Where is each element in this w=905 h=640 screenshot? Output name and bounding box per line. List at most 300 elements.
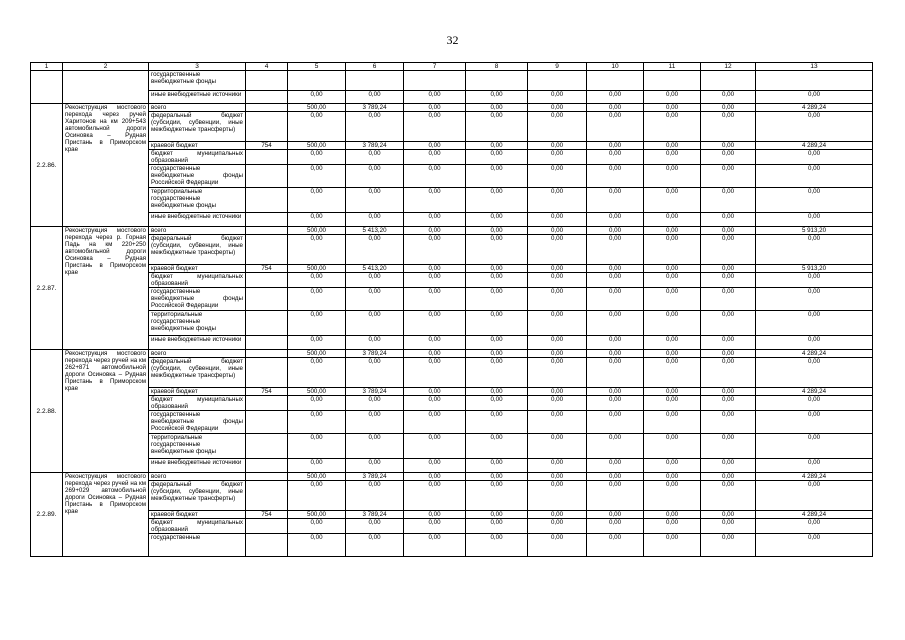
amount-cell: 0,00 [701,112,756,142]
amount-cell: 0,00 [587,473,644,481]
item-name: Реконструкция мостового перехода через р. Горная Падь на км 220+250 автомобильной дороги Осиновка – Рудная Пристань в Приморском крае [63,227,149,350]
budget-code [246,104,288,112]
amount-cell: 0,00 [528,434,587,459]
amount-cell: 0,00 [587,311,644,336]
table-row [31,473,873,481]
amount-cell [346,71,404,91]
amount-cell: 0,00 [288,336,346,350]
table-row [31,188,873,213]
amount-cell: 0,00 [701,358,756,388]
amount-cell: 0,00 [346,481,404,511]
amount-cell: 0,00 [701,511,756,519]
amount-cell: 0,00 [346,519,404,534]
amount-cell: 0,00 [404,481,466,511]
amount-cell: 0,00 [288,311,346,336]
amount-cell: 0,00 [701,459,756,473]
table-row [31,388,873,396]
amount-cell: 0,00 [528,112,587,142]
table-row [31,311,873,336]
table-row [31,459,873,473]
amount-cell: 0,00 [701,473,756,481]
amount-cell: 0,00 [466,434,528,459]
amount-cell: 0,00 [644,188,701,213]
amount-cell: 0,00 [346,235,404,265]
amount-cell: 0,00 [756,311,873,336]
column-header: 11 [644,63,701,71]
budget-code [246,288,288,311]
budget-code: 754 [246,511,288,519]
table-row [31,235,873,265]
amount-cell: 0,00 [644,142,701,150]
amount-cell: 3 789,24 [346,104,404,112]
amount-cell [756,71,873,91]
funding-source: федеральный бюджет (субсидии, субвенции, иные межбюджетные трансферты) [149,481,246,511]
amount-cell: 0,00 [466,396,528,411]
budget-code [246,227,288,235]
amount-cell: 0,00 [587,434,644,459]
amount-cell: 3 789,24 [346,350,404,358]
budget-code [246,396,288,411]
column-header: 8 [466,63,528,71]
amount-cell: 0,00 [587,142,644,150]
amount-cell: 0,00 [466,288,528,311]
amount-cell: 0,00 [404,511,466,519]
amount-cell: 0,00 [528,511,587,519]
amount-cell: 0,00 [288,358,346,388]
amount-cell: 0,00 [587,336,644,350]
amount-cell: 0,00 [587,265,644,273]
amount-cell: 0,00 [701,91,756,104]
amount-cell: 0,00 [701,188,756,213]
amount-cell: 0,00 [528,358,587,388]
amount-cell: 0,00 [288,481,346,511]
amount-cell: 0,00 [701,165,756,188]
table-row [31,227,873,235]
amount-cell: 0,00 [587,213,644,227]
amount-cell: 4 289,24 [756,104,873,112]
amount-cell: 0,00 [466,459,528,473]
amount-cell [528,71,587,91]
amount-cell: 0,00 [288,273,346,288]
amount-cell: 0,00 [404,519,466,534]
column-header: 6 [346,63,404,71]
budget-code [246,213,288,227]
amount-cell: 0,00 [346,434,404,459]
amount-cell: 0,00 [587,411,644,434]
budget-code [246,112,288,142]
amount-cell: 0,00 [644,519,701,534]
table-row [31,213,873,227]
funding-source: краевой бюджет [149,265,246,273]
budget-code [246,411,288,434]
amount-cell: 0,00 [644,104,701,112]
amount-cell: 0,00 [404,288,466,311]
amount-cell: 0,00 [466,511,528,519]
amount-cell: 0,00 [466,388,528,396]
amount-cell: 0,00 [466,235,528,265]
amount-cell: 0,00 [528,519,587,534]
amount-cell: 0,00 [587,534,644,557]
amount-cell: 0,00 [466,112,528,142]
amount-cell: 0,00 [701,336,756,350]
amount-cell: 0,00 [701,213,756,227]
table-row [31,71,873,91]
amount-cell: 500,00 [288,511,346,519]
amount-cell: 0,00 [587,481,644,511]
amount-cell: 0,00 [346,411,404,434]
amount-cell: 0,00 [528,388,587,396]
amount-cell: 0,00 [756,481,873,511]
amount-cell [288,71,346,91]
table-row [31,434,873,459]
funding-source: всего [149,350,246,358]
column-header: 1 [31,63,63,71]
funding-source: государственные внебюджетные фонды Российской Федерации [149,165,246,188]
item-id: 2.2.88. [31,350,63,473]
funding-source: государственные внебюджетные фонды [149,71,246,91]
amount-cell: 0,00 [756,434,873,459]
amount-cell: 0,00 [288,519,346,534]
amount-cell: 0,00 [756,165,873,188]
funding-source: государственные внебюджетные фонды Российской Федерации [149,288,246,311]
amount-cell [587,71,644,91]
amount-cell: 500,00 [288,350,346,358]
amount-cell: 4 289,24 [756,511,873,519]
budget-code [246,71,288,91]
amount-cell: 0,00 [701,350,756,358]
amount-cell: 0,00 [466,481,528,511]
amount-cell: 0,00 [466,213,528,227]
amount-cell: 0,00 [346,459,404,473]
amount-cell: 5 413,20 [346,265,404,273]
amount-cell: 0,00 [288,288,346,311]
funding-source: территориальные государственные внебюджетные фонды [149,434,246,459]
funding-source: иные внебюджетные источники [149,213,246,227]
amount-cell: 0,00 [644,213,701,227]
amount-cell: 0,00 [587,150,644,165]
amount-cell: 0,00 [466,165,528,188]
amount-cell: 0,00 [404,473,466,481]
budget-code [246,188,288,213]
amount-cell: 0,00 [288,459,346,473]
amount-cell: 0,00 [404,358,466,388]
amount-cell: 0,00 [756,534,873,557]
table-row [31,265,873,273]
amount-cell: 0,00 [528,350,587,358]
amount-cell: 0,00 [404,434,466,459]
amount-cell: 0,00 [644,396,701,411]
amount-cell: 0,00 [404,459,466,473]
budget-table [30,62,873,557]
funding-source: федеральный бюджет (субсидии, субвенции, иные межбюджетные трансферты) [149,358,246,388]
amount-cell: 0,00 [587,511,644,519]
amount-cell: 0,00 [528,235,587,265]
amount-cell: 0,00 [756,273,873,288]
amount-cell: 5 913,20 [756,227,873,235]
amount-cell: 0,00 [528,91,587,104]
column-header: 13 [756,63,873,71]
amount-cell: 0,00 [404,534,466,557]
amount-cell: 0,00 [701,104,756,112]
amount-cell: 0,00 [466,411,528,434]
item-id: 2.2.89. [31,473,63,557]
amount-cell: 0,00 [404,104,466,112]
amount-cell: 0,00 [644,165,701,188]
funding-source: федеральный бюджет (субсидии, субвенции, иные межбюджетные трансферты) [149,235,246,265]
column-header: 12 [701,63,756,71]
amount-cell: 0,00 [756,150,873,165]
table-row [31,481,873,511]
amount-cell: 0,00 [404,112,466,142]
amount-cell: 0,00 [404,235,466,265]
amount-cell: 0,00 [346,112,404,142]
funding-source: государственные [149,534,246,557]
amount-cell: 0,00 [346,358,404,388]
amount-cell: 3 789,24 [346,142,404,150]
amount-cell: 0,00 [644,227,701,235]
amount-cell: 0,00 [756,396,873,411]
amount-cell: 0,00 [528,311,587,336]
amount-cell: 0,00 [756,213,873,227]
item-id: 2.2.87. [31,227,63,350]
amount-cell: 0,00 [701,388,756,396]
funding-source: краевой бюджет [149,511,246,519]
amount-cell: 4 289,24 [756,473,873,481]
budget-code: 754 [246,388,288,396]
amount-cell: 0,00 [701,411,756,434]
item-name-cell [63,71,149,104]
amount-cell: 4 289,24 [756,388,873,396]
amount-cell: 0,00 [528,459,587,473]
budget-code [246,481,288,511]
amount-cell: 0,00 [644,434,701,459]
amount-cell: 0,00 [587,358,644,388]
funding-source: всего [149,473,246,481]
column-header: 7 [404,63,466,71]
amount-cell: 0,00 [288,235,346,265]
amount-cell: 0,00 [587,165,644,188]
table-row [31,112,873,142]
amount-cell: 0,00 [587,396,644,411]
amount-cell: 0,00 [587,112,644,142]
funding-source: бюджет муниципальных образований [149,396,246,411]
amount-cell: 500,00 [288,265,346,273]
amount-cell: 0,00 [756,358,873,388]
table-row [31,91,873,104]
table-row [31,150,873,165]
amount-cell: 0,00 [701,396,756,411]
amount-cell: 0,00 [466,336,528,350]
amount-cell: 3 789,24 [346,473,404,481]
table-row [31,350,873,358]
amount-cell: 0,00 [404,396,466,411]
amount-cell: 0,00 [756,288,873,311]
amount-cell: 0,00 [644,534,701,557]
amount-cell: 0,00 [528,534,587,557]
amount-cell: 0,00 [587,104,644,112]
amount-cell: 0,00 [288,150,346,165]
amount-cell: 0,00 [587,350,644,358]
amount-cell: 0,00 [466,534,528,557]
funding-source: краевой бюджет [149,142,246,150]
funding-source: федеральный бюджет (субсидии, субвенции, иные межбюджетные трансферты) [149,112,246,142]
amount-cell: 0,00 [346,150,404,165]
amount-cell: 0,00 [404,265,466,273]
amount-cell: 0,00 [701,235,756,265]
amount-cell: 0,00 [701,227,756,235]
amount-cell: 0,00 [644,411,701,434]
amount-cell: 0,00 [644,350,701,358]
amount-cell: 0,00 [466,188,528,213]
funding-source: всего [149,104,246,112]
amount-cell: 0,00 [528,481,587,511]
amount-cell: 0,00 [466,358,528,388]
amount-cell: 500,00 [288,388,346,396]
amount-cell: 0,00 [701,273,756,288]
amount-cell: 500,00 [288,473,346,481]
column-header: 10 [587,63,644,71]
amount-cell: 0,00 [528,142,587,150]
budget-code [246,273,288,288]
amount-cell: 0,00 [701,265,756,273]
amount-cell: 0,00 [587,91,644,104]
budget-code [246,459,288,473]
amount-cell: 0,00 [288,213,346,227]
amount-cell: 0,00 [528,265,587,273]
amount-cell: 0,00 [404,411,466,434]
amount-cell: 0,00 [701,519,756,534]
table-row [31,411,873,434]
amount-cell: 0,00 [644,265,701,273]
amount-cell: 0,00 [466,104,528,112]
amount-cell: 0,00 [528,473,587,481]
page-number: 32 [446,33,459,47]
amount-cell: 0,00 [644,235,701,265]
budget-code: 754 [246,265,288,273]
amount-cell: 500,00 [288,227,346,235]
amount-cell: 0,00 [701,311,756,336]
amount-cell: 0,00 [466,519,528,534]
amount-cell: 0,00 [404,336,466,350]
table-row [31,396,873,411]
amount-cell: 0,00 [404,311,466,336]
table-row [31,511,873,519]
amount-cell [466,71,528,91]
amount-cell: 0,00 [701,288,756,311]
item-id: 2.2.86. [31,104,63,227]
amount-cell [644,71,701,91]
table-body [31,71,873,557]
amount-cell: 0,00 [528,213,587,227]
budget-code [246,311,288,336]
amount-cell: 0,00 [756,459,873,473]
amount-cell: 0,00 [466,142,528,150]
table-row [31,142,873,150]
table-row [31,273,873,288]
budget-code [246,150,288,165]
amount-cell: 0,00 [528,150,587,165]
column-header: 9 [528,63,587,71]
amount-cell: 0,00 [466,265,528,273]
amount-cell: 0,00 [644,336,701,350]
amount-cell: 0,00 [288,91,346,104]
funding-source: территориальные государственные внебюджетные фонды [149,188,246,213]
amount-cell: 0,00 [756,519,873,534]
table-row [31,165,873,188]
amount-cell: 0,00 [288,396,346,411]
amount-cell: 0,00 [587,273,644,288]
amount-cell: 0,00 [466,227,528,235]
amount-cell: 0,00 [404,91,466,104]
budget-code [246,91,288,104]
amount-cell: 0,00 [701,142,756,150]
amount-cell: 0,00 [644,273,701,288]
amount-cell: 0,00 [528,396,587,411]
amount-cell: 0,00 [644,473,701,481]
amount-cell: 0,00 [644,459,701,473]
budget-code [246,235,288,265]
amount-cell: 0,00 [404,188,466,213]
budget-code [246,336,288,350]
amount-cell: 3 789,24 [346,388,404,396]
amount-cell: 0,00 [346,273,404,288]
budget-code [246,358,288,388]
amount-cell: 0,00 [701,481,756,511]
amount-cell: 0,00 [528,188,587,213]
budget-code [246,165,288,188]
amount-cell: 0,00 [756,188,873,213]
amount-cell: 0,00 [346,534,404,557]
amount-cell: 0,00 [756,336,873,350]
amount-cell: 0,00 [346,213,404,227]
budget-code [246,519,288,534]
table-row [31,288,873,311]
amount-cell: 0,00 [528,104,587,112]
table-row [31,358,873,388]
amount-cell: 4 289,24 [756,142,873,150]
amount-cell: 0,00 [466,91,528,104]
column-number-row [31,63,873,71]
column-header: 5 [288,63,346,71]
amount-cell: 0,00 [528,336,587,350]
funding-source: краевой бюджет [149,388,246,396]
amount-cell: 0,00 [288,411,346,434]
amount-cell: 0,00 [587,519,644,534]
budget-code [246,534,288,557]
amount-cell: 0,00 [644,150,701,165]
amount-cell: 0,00 [466,150,528,165]
table-row [31,534,873,557]
amount-cell: 0,00 [404,273,466,288]
amount-cell [701,71,756,91]
amount-cell: 0,00 [288,434,346,459]
amount-cell: 0,00 [528,273,587,288]
amount-cell: 0,00 [701,534,756,557]
amount-cell: 500,00 [288,104,346,112]
amount-cell: 0,00 [528,288,587,311]
funding-source: иные внебюджетные источники [149,91,246,104]
amount-cell: 0,00 [587,188,644,213]
funding-source: бюджет муниципальных образований [149,273,246,288]
amount-cell: 0,00 [756,411,873,434]
amount-cell: 0,00 [404,142,466,150]
amount-cell: 0,00 [528,411,587,434]
amount-cell: 5 413,20 [346,227,404,235]
amount-cell: 0,00 [346,336,404,350]
amount-cell: 0,00 [587,388,644,396]
amount-cell: 0,00 [466,350,528,358]
amount-cell: 0,00 [466,473,528,481]
